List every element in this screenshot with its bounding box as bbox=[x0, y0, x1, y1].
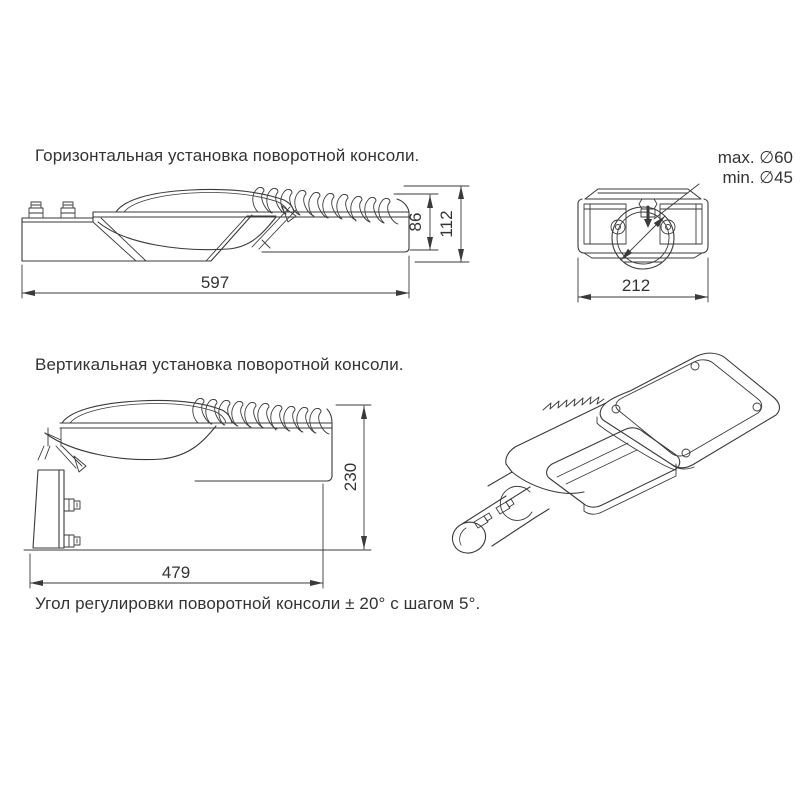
lens-tray bbox=[547, 428, 680, 514]
horizontal-installation-title: Горизонтальная установка поворотной консоли. bbox=[35, 146, 420, 165]
adjustment-angle-note: Угол регулировки поворотной консоли ± 20° с шагом 5°. bbox=[35, 594, 481, 613]
dim-max-diameter: max. ∅60 bbox=[717, 148, 793, 167]
isometric-view-drawing bbox=[452, 353, 779, 553]
panel-screw-icon bbox=[612, 362, 761, 457]
horizontal-front-view-drawing bbox=[578, 184, 708, 269]
dim-body-height-86: 86 bbox=[406, 212, 425, 232]
vertical-side-view-drawing bbox=[24, 398, 371, 550]
dim-length-479: 479 bbox=[161, 563, 191, 582]
horizontal-side-view-drawing bbox=[22, 187, 409, 261]
console-bolt-icon bbox=[29, 202, 75, 218]
dim-overall-height-230: 230 bbox=[341, 462, 360, 492]
vertical-installation-title: Вертикальная установка поворотной консоли. bbox=[35, 355, 404, 374]
console-bolt-icon bbox=[64, 499, 80, 547]
front-view-dimensions bbox=[578, 148, 793, 302]
dim-length-597: 597 bbox=[200, 273, 230, 292]
dim-overall-height-112: 112 bbox=[437, 210, 456, 238]
vertical-side-view-dimensions bbox=[30, 405, 371, 588]
dim-width-212: 212 bbox=[621, 276, 651, 295]
dim-min-diameter: min. ∅45 bbox=[722, 168, 793, 187]
clamp-bolt-icon bbox=[611, 220, 675, 234]
horizontal-side-view-dimensions bbox=[22, 186, 469, 298]
console-arm bbox=[452, 486, 549, 553]
